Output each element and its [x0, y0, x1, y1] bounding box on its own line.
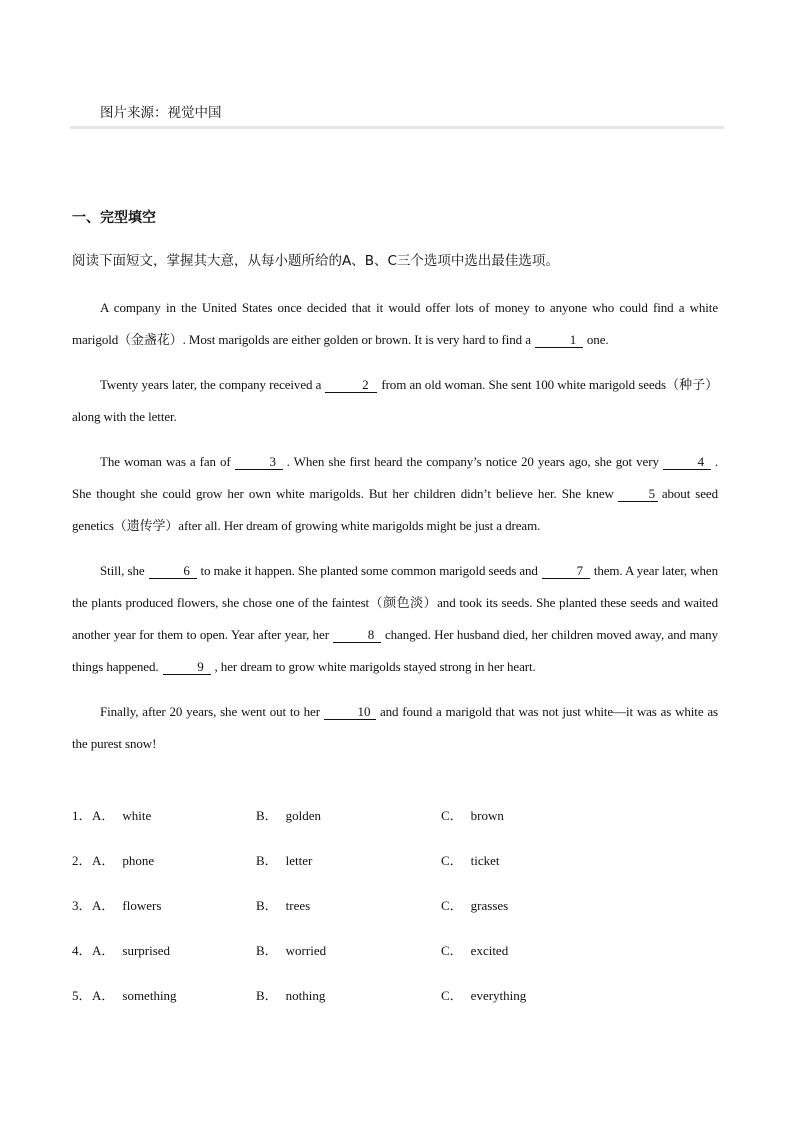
- question-number: 5．: [72, 988, 92, 1003]
- option-letter: B．: [256, 943, 278, 958]
- blank-7[interactable]: 7: [542, 564, 590, 579]
- header-divider: [70, 126, 724, 129]
- option-text: surprised: [122, 943, 171, 958]
- option-text: worried: [285, 943, 327, 958]
- blank-9[interactable]: 9: [163, 660, 211, 675]
- passage-paragraph-1: [72, 292, 718, 356]
- passage-paragraph-2: [72, 369, 718, 433]
- passage-text: . She thought she could grow her own white marigolds. But her children didn’t believe her. She knew: [72, 454, 718, 501]
- passage-text: Twenty years later, the company received a: [100, 377, 322, 392]
- answer-options: [72, 805, 732, 1030]
- passage-paragraph-3: [72, 446, 718, 542]
- option-text: excited: [470, 943, 509, 958]
- option-text: flowers: [122, 898, 162, 913]
- option-text: phone: [122, 853, 155, 868]
- passage-text: Still, she: [100, 563, 145, 578]
- question-row: [72, 805, 732, 850]
- option-a[interactable]: [92, 850, 154, 869]
- option-a[interactable]: [92, 895, 161, 914]
- option-text: brown: [470, 808, 504, 823]
- option-c[interactable]: [441, 940, 508, 959]
- passage-text: from an old woman. She sent 100 white marigold seeds（种子）along with the letter.: [72, 377, 718, 424]
- passage-text: , her dream to grow white marigolds stayed strong in her heart.: [214, 659, 536, 674]
- passage-paragraph-4: [72, 555, 718, 683]
- option-c[interactable]: [441, 850, 500, 869]
- passage-text: and found a marigold that was not just white—it was as white as the purest snow!: [72, 704, 718, 751]
- option-text: letter: [285, 853, 313, 868]
- passage-text: A company in the United States once decided that it would offer lots of money to anyone who could find a white marigold（金盏花）. Most marigolds are either golden or brown. It is very hard to find a: [72, 300, 718, 347]
- option-letter: B．: [256, 898, 278, 913]
- option-text: grasses: [470, 898, 509, 913]
- option-letter: A．: [92, 808, 115, 823]
- option-b[interactable]: [256, 940, 326, 959]
- option-c[interactable]: [441, 895, 508, 914]
- question-row: [72, 940, 732, 985]
- option-b[interactable]: [256, 895, 310, 914]
- blank-3[interactable]: 3: [235, 455, 283, 470]
- blank-8[interactable]: 8: [333, 628, 381, 643]
- question-row: [72, 895, 732, 940]
- option-b[interactable]: [256, 850, 312, 869]
- option-a[interactable]: [92, 805, 151, 824]
- blank-1[interactable]: 1: [535, 333, 583, 348]
- option-text: trees: [285, 898, 311, 913]
- option-letter: B．: [256, 808, 278, 823]
- option-text: golden: [285, 808, 322, 823]
- option-text: everything: [470, 988, 527, 1003]
- option-c[interactable]: [441, 805, 504, 824]
- section-instruction: 阅读下面短文，掌握其大意，从每小题所给的A、B、C三个选项中选出最佳选项。: [72, 253, 559, 269]
- option-letter: A．: [92, 853, 115, 868]
- option-letter: B．: [256, 853, 278, 868]
- cloze-passage: [72, 292, 718, 773]
- option-a[interactable]: [92, 985, 177, 1004]
- question-number: 4．: [72, 943, 92, 958]
- option-text: white: [122, 808, 152, 823]
- passage-text: them. A year later, when the plants produced flowers, she chose one of the faintest（颜色淡）and took its seeds. She planted these seeds and waited another year for them to open. Year after year, her: [72, 563, 718, 642]
- question-number: 2．: [72, 853, 92, 868]
- passage-text: to make it happen. She planted some common marigold seeds and: [200, 563, 538, 578]
- option-letter: C．: [441, 898, 463, 913]
- option-a[interactable]: [92, 940, 170, 959]
- image-source-caption: 图片来源：视觉中国: [100, 105, 222, 121]
- option-b[interactable]: [256, 985, 325, 1004]
- passage-text: about seed genetics（遗传学）after all. Her dream of growing white marigolds might be just a dream.: [72, 486, 719, 533]
- passage-text: The woman was a fan of: [100, 454, 231, 469]
- option-text: ticket: [470, 853, 500, 868]
- option-letter: A．: [92, 943, 115, 958]
- blank-6[interactable]: 6: [149, 564, 197, 579]
- question-number: 3．: [72, 898, 92, 913]
- question-row: [72, 985, 732, 1030]
- option-letter: C．: [441, 943, 463, 958]
- blank-5[interactable]: 5: [618, 487, 658, 502]
- option-letter: C．: [441, 988, 463, 1003]
- option-letter: C．: [441, 808, 463, 823]
- option-b[interactable]: [256, 805, 321, 824]
- option-c[interactable]: [441, 985, 526, 1004]
- option-text: something: [122, 988, 177, 1003]
- section-heading: 一、完型填空: [72, 210, 156, 226]
- passage-text: one.: [586, 332, 609, 347]
- passage-text: . When she first heard the company’s notice 20 years ago, she got very: [286, 454, 659, 469]
- blank-2[interactable]: 2: [325, 378, 377, 393]
- blank-10[interactable]: 10: [324, 705, 376, 720]
- option-letter: B．: [256, 988, 278, 1003]
- option-letter: A．: [92, 988, 115, 1003]
- option-text: nothing: [285, 988, 326, 1003]
- option-letter: C．: [441, 853, 463, 868]
- option-letter: A．: [92, 898, 115, 913]
- question-number: 1．: [72, 808, 92, 823]
- passage-paragraph-5: [72, 696, 718, 760]
- passage-text: Finally, after 20 years, she went out to her: [100, 704, 320, 719]
- question-row: [72, 850, 732, 895]
- blank-4[interactable]: 4: [663, 455, 711, 470]
- passage-text: changed. Her husband died, her children moved away, and many things happened.: [72, 627, 718, 674]
